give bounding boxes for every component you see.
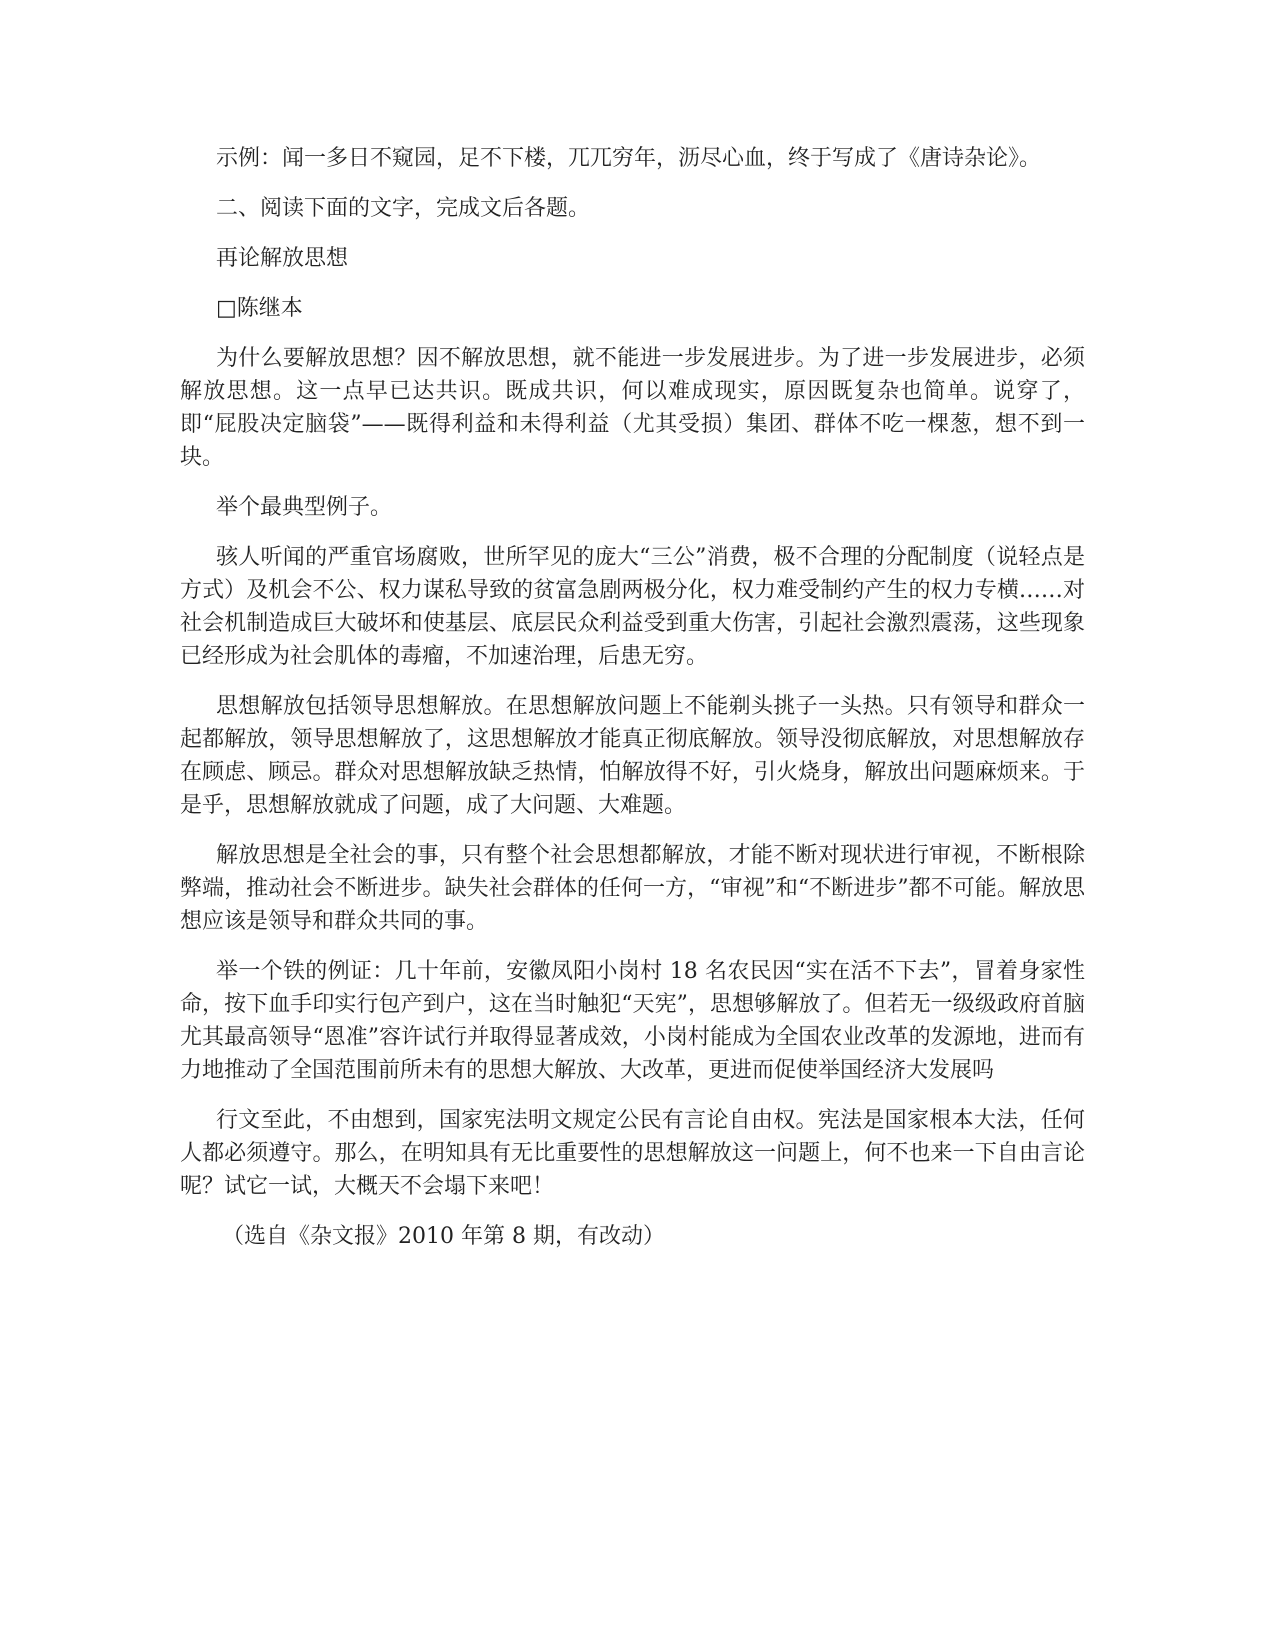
section-heading: 二、阅读下面的文字，完成文后各题。: [216, 196, 591, 221]
article-author: □陈继本: [216, 296, 303, 321]
body-paragraph-1: 为什么要解放思想？因不解放思想，就不能进一步发展进步。为了进一步发展进步，必须解放思想。这一点早已达共识。既成共识，何以难成现实，原因既复杂也简单。说穿了，即“屁股决定脑袋”——既得利益和未得利益（尤其受损）集团、群体不吃一棵葱，想不到一块。: [180, 346, 1085, 470]
article-title: 再论解放思想: [216, 246, 349, 271]
body-paragraph-2: 举个最典型例子。: [216, 495, 393, 520]
body-paragraph-7: 行文至此，不由想到，国家宪法明文规定公民有言论自由权。宪法是国家根本大法，任何人都必须遵守。那么，在明知具有无比重要性的思想解放这一问题上，何不也来一下自由言论呢？试它一试，大概天不会塌下来吧！: [180, 1108, 1085, 1199]
body-paragraph-5: 解放思想是全社会的事，只有整个社会思想都解放，才能不断对现状进行审视，不断根除弊端，推动社会不断进步。缺失社会群体的任何一方，“审视”和“不断进步”都不可能。解放思想应该是领导和群众共同的事。: [180, 843, 1085, 934]
source-note: （选自《杂文报》2010 年第 8 期，有改动）: [222, 1224, 665, 1249]
example-paragraph: 示例：闻一多日不窥园，足不下楼，兀兀穷年，沥尽心血，终于写成了《唐诗杂论》。: [216, 146, 1042, 171]
body-paragraph-3: 骇人听闻的严重官场腐败，世所罕见的庞大“三公”消费，极不合理的分配制度（说轻点是方式）及机会不公、权力谋私导致的贫富急剧两极分化，权力难受制约产生的权力专横……对社会机制造成巨大破坏和使基层、底层民众利益受到重大伤害，引起社会激烈震荡，这些现象已经形成为社会肌体的毒瘤，不加速治理，后患无穷。: [180, 545, 1085, 669]
document-page: [180, 142, 1085, 1253]
body-paragraph-6: 举一个铁的例证：几十年前，安徽凤阳小岗村 18 名农民因“实在活不下去”，冒着身家性命，按下血手印实行包产到户，这在当时触犯“天宪”，思想够解放了。但若无一级级政府首脑尤其最高领导“恩准”容许试行并取得显著成效，小岗村能成为全国农业改革的发源地，进而有力地推动了全国范围前所未有的思想大解放、大改革，更进而促使举国经济大发展吗: [180, 959, 1085, 1083]
body-paragraph-4: 思想解放包括领导思想解放。在思想解放问题上不能剃头挑子一头热。只有领导和群众一起都解放，领导思想解放了，这思想解放才能真正彻底解放。领导没彻底解放，对思想解放存在顾虑、顾忌。群众对思想解放缺乏热情，怕解放得不好，引火烧身，解放出问题麻烦来。于是乎，思想解放就成了问题，成了大问题、大难题。: [180, 694, 1085, 818]
